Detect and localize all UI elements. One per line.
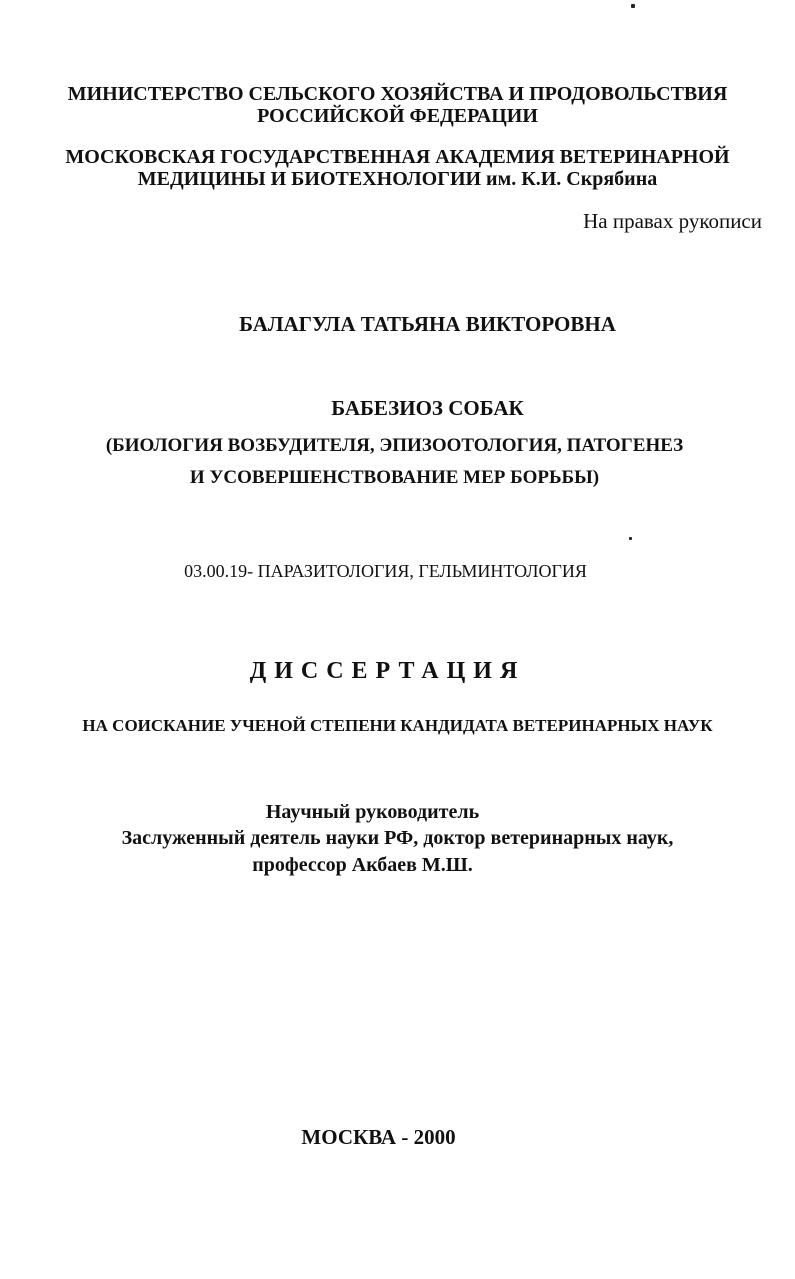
- supervisor-label: Научный руководитель: [265, 801, 480, 823]
- manuscript-rights-note: На правах рукописи: [583, 209, 762, 233]
- ministry-name-line-1: МИНИСТЕРСТВО СЕЛЬСКОГО ХОЗЯЙСТВА И ПРОДОВОЛЬСТВИЯ: [67, 83, 728, 105]
- degree-statement: НА СОИСКАНИЕ УЧЕНОЙ СТЕПЕНИ КАНДИДАТА ВЕТЕРИНАРНЫХ НАУК: [82, 716, 713, 735]
- supervisor-credentials: Заслуженный деятель науки РФ, доктор ветеринарных наук,: [121, 827, 674, 849]
- scan-speck: [631, 4, 635, 8]
- dissertation-title-line-3: И УСОВЕРШЕНСТВОВАНИЕ МЕР БОРЬБЫ): [189, 467, 600, 488]
- ministry-name-line-2: РОССИЙСКОЙ ФЕДЕРАЦИИ: [257, 105, 538, 127]
- city-year: МОСКВА - 2000: [301, 1125, 456, 1149]
- dissertation-title-line-2: (БИОЛОГИЯ ВОЗБУДИТЕЛЯ, ЭПИЗООТОЛОГИЯ, ПАТОГЕНЕЗ: [105, 435, 684, 456]
- scan-speck: [629, 537, 632, 540]
- academy-name-line-2: МЕДИЦИНЫ И БИОТЕХНОЛОГИИ им. К.И. Скрябина: [137, 168, 658, 190]
- supervisor-name: профессор Акбаев М.Ш.: [252, 854, 473, 876]
- dissertation-title-line-1: БАБЕЗИОЗ СОБАК: [331, 396, 524, 420]
- specialty-code: 03.00.19- ПАРАЗИТОЛОГИЯ, ГЕЛЬМИНТОЛОГИЯ: [184, 561, 587, 581]
- author-name: БАЛАГУЛА ТАТЬЯНА ВИКТОРОВНА: [239, 312, 616, 336]
- academy-name-line-1: МОСКОВСКАЯ ГОСУДАРСТВЕННАЯ АКАДЕМИЯ ВЕТЕРИНАРНОЙ: [65, 146, 730, 168]
- document-genre-heading: ДИССЕРТАЦИЯ: [249, 658, 526, 684]
